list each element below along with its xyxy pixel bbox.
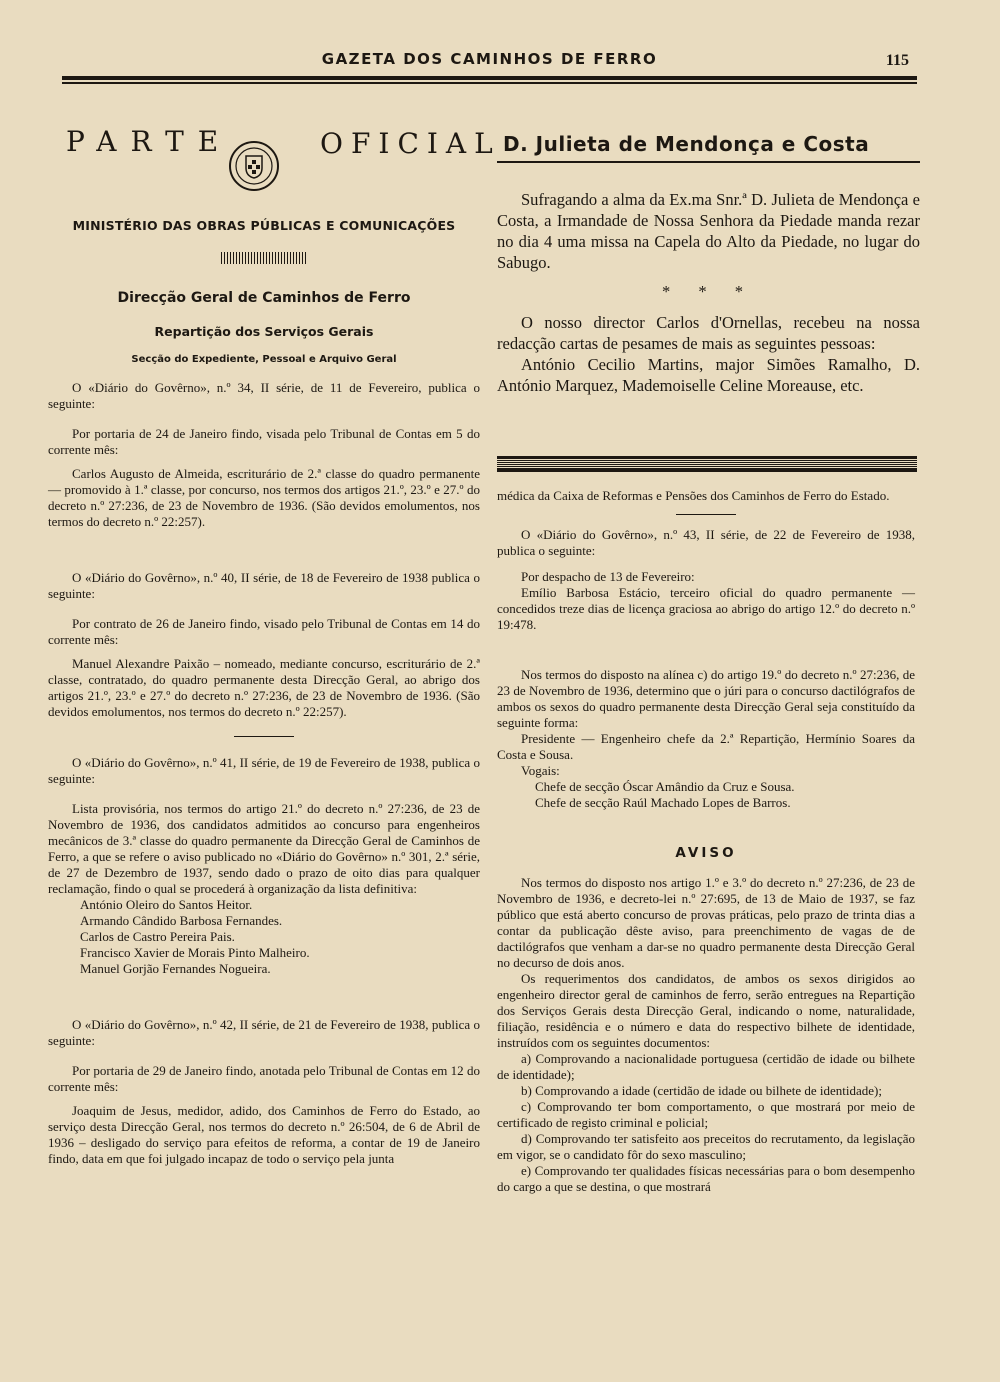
paragraph: Emílio Barbosa Estácio, terceiro oficial do quadro permanente — concedidos treze dias de licença graciosa ao abrigo do artigo 12.º do decreto n.º 19:478. — [497, 585, 915, 632]
paragraph: O «Diário do Govêrno», n.º 42, II série, de 21 de Fevereiro de 1938, publica o seguinte: — [48, 1017, 480, 1048]
coat-of-arms-icon — [228, 140, 280, 192]
paragraph: Lista provisória, nos termos do artigo 21.º do decreto n.º 27:236, de 23 de Novembro de 1936, dos candidatos admitidos ao concurso para engenheiros mecânicos de 3.ª classe do quadro permanente da Direcção Geral de Caminhos de Ferro, a que se refere o aviso publicado no «Diário do Govêrno» n.º 301, 2.ª série, de 27 de Dezembro de 1937, sendo dado o prazo de oito dias para qualquer reclamação, findo o qual se procederá à organização da lista definitiva: — [48, 801, 480, 896]
paragraph: O «Diário do Govêrno», n.º 43, II série, de 22 de Fevereiro de 1938, publica o seguinte: — [497, 527, 915, 558]
journal-title: GAZETA DOS CAMINHOS DE FERRO — [321, 50, 658, 68]
paragraph: Por contrato de 26 de Janeiro findo, visado pelo Tribunal de Contas em 14 do corrente mês: — [48, 616, 480, 647]
header-rule — [62, 76, 917, 84]
paragraph: O «Diário do Govêrno», n.º 40, II série, de 18 de Fevereiro de 1938 publica o seguinte: — [48, 570, 480, 601]
vogais-label: Vogais: — [521, 763, 560, 778]
candidate-name: Carlos de Castro Pereira Pais. — [80, 929, 235, 944]
paragraph: médica da Caixa de Reformas e Pensões dos Caminhos de Ferro do Estado. — [497, 488, 890, 503]
paragraph: Nos termos do disposto nos artigo 1.º e 3.º do decreto n.º 27:236, de 23 de Novembro de 1936, e decreto-lei n.º 27:695, de 13 de Maio de 1937, se faz público que está aberto concurso de provas práticas, pelo prazo de trinta dias a contar da publicação dêste aviso, para preenchimento de vagas de de dactilógrafos que venham a dar-se no quadro permanente desta Direcção Geral no decurso de dois anos. — [497, 875, 915, 970]
paragraph: O «Diário do Govêrno», n.º 41, II série, de 19 de Fevereiro de 1938, publica o seguinte: — [48, 755, 480, 786]
candidate-name: Armando Cândido Barbosa Fernandes. — [80, 913, 283, 928]
list-item: a) Comprovando a nacionalidade portuguesa (certidão de idade ou bilhete de identidade); — [497, 1051, 915, 1082]
paragraph: Joaquim de Jesus, medidor, adido, dos Caminhos de Ferro do Estado, ao serviço desta Direcção Geral, nos termos do decreto n.º 26:504, de 6 de Abril de 1936 – desligado do serviço para efeitos de reforma, a contar de 19 de Janeiro findo, data em que foi julgado incapaz de todo o serviço pela junta — [48, 1103, 480, 1166]
paragraph: Por portaria de 29 de Janeiro findo, anotada pelo Tribunal de Contas em 12 do corrente mês: — [48, 1063, 480, 1094]
obituary-section — [497, 134, 920, 396]
page-number: 115 — [885, 52, 909, 69]
paragraph: Os requerimentos dos candidatos, de ambos os sexos dirigidos ao engenheiro director geral de caminhos de ferro, serão entregues na Repartição dos Serviços Gerais desta Direcção Geral, indicando o nome, naturalidade, filiação, residência e o número e data do respectivo bilhete de identidade, instruídos com os seguintes documentos: — [497, 971, 915, 1050]
paragraph: Presidente — Engenheiro chefe da 2.ª Repartição, Hermínio Soares da Costa e Sousa. — [497, 731, 915, 762]
paragraph: Carlos Augusto de Almeida, escriturário de 2.ª classe do quadro permanente — promovido à 1.ª classe, por concurso, nos termos dos artigos 21.º, 23.º e 27.º do decreto n.º 27:236, de 23 de Novembro de 1936. (São devidos emolumentos, nos termos do decreto n.º 22:257). — [48, 466, 480, 529]
list-item: e) Comprovando ter qualidades físicas necessárias para o bom desempenho do cargo a que se destina, o que mostrará — [497, 1163, 915, 1194]
aviso-heading: AVISO — [675, 845, 737, 861]
jury-member: Chefe de secção Raúl Machado Lopes de Barros. — [535, 795, 791, 810]
paragraph: Manuel Alexandre Paixão – nomeado, mediante concurso, escriturário de 2.ª classe, contratado, do quadro permanente desta Direcção Geral, ao abrigo dos artigos 21.º, 23.º e 27.º do decreto n.º 27:236, de 23 de Novembro de 1936. (São devidos emolumentos, nos termos do decreto n.º 22:257). — [48, 656, 480, 719]
right-column — [497, 488, 915, 1195]
direccao-heading: Direcção Geral de Caminhos de Ferro — [117, 290, 411, 306]
parte-oficial-heading — [48, 125, 501, 204]
list-item: d) Comprovando ter satisfeito aos preceitos do recrutamento, da legislação em vigor, se o candidato fôr do sexo masculino; — [497, 1131, 915, 1162]
oficial-word: OFICIAL — [320, 127, 501, 160]
paragraph: Sufragando a alma da Ex.ma Snr.ª D. Julieta de Mendonça e Costa, a Irmandade de Nossa Senhora da Piedade manda rezar no dia 4 uma missa na Capela do Alto da Piedade, no lugar do Sabugo. — [497, 190, 920, 272]
stars-divider: * * * — [662, 282, 755, 301]
parte-word: PARTE — [66, 125, 233, 158]
section-divider — [676, 514, 736, 515]
paragraph: António Cecilio Martins, major Simões Ramalho, D. António Marquez, Mademoiselle Celine Moreause, etc. — [497, 355, 920, 395]
paragraph: Por portaria de 24 de Janeiro findo, visada pelo Tribunal de Contas em 5 do corrente mês: — [48, 426, 480, 457]
paragraph: Nos termos do disposto na alínea c) do artigo 19.º do decreto n.º 27:236, de 23 de Novembro de 1936, determino que o júri para o concurso dactilógrafos de ambos os sexos do quadro permanente desta Direcção Geral seja constituído da seguinte forma: — [497, 667, 915, 730]
obituary-rule — [497, 161, 920, 163]
paragraph: O nosso director Carlos d'Ornellas, recebeu na nossa redacção cartas de pesames de mais as seguintes pessoas: — [497, 313, 920, 353]
left-column — [48, 125, 501, 1167]
reparticao-heading: Repartição dos Serviços Gerais — [154, 324, 374, 339]
section-divider — [234, 736, 294, 737]
candidate-name: Manuel Gorjão Fernandes Nogueira. — [80, 961, 271, 976]
ornament-divider — [221, 252, 307, 264]
candidate-name: Francisco Xavier de Morais Pinto Malheiro. — [80, 945, 310, 960]
paragraph: Por despacho de 13 de Fevereiro: — [521, 569, 695, 584]
seccao-heading: Secção do Expediente, Pessoal e Arquivo Geral — [131, 354, 397, 365]
jury-member: Chefe de secção Óscar Amândio da Cruz e Sousa. — [535, 779, 795, 794]
section-thick-rule — [497, 456, 917, 472]
paragraph: O «Diário do Govêrno», n.º 34, II série, de 11 de Fevereiro, publica o seguinte: — [48, 380, 480, 411]
list-item: c) Comprovando ter bom comportamento, o que mostrará por meio de certificado de registo criminal e policial; — [497, 1099, 915, 1130]
ministry-heading: MINISTÉRIO DAS OBRAS PÚBLICAS E COMUNICAÇÕES — [72, 218, 456, 233]
list-item: b) Comprovando a idade (certidão de idade ou bilhete de identidade); — [521, 1083, 882, 1098]
obituary-title: D. Julieta de Mendonça e Costa — [503, 132, 870, 156]
candidate-name: António Oleiro do Santos Heitor. — [80, 897, 253, 912]
page-header — [62, 46, 917, 76]
